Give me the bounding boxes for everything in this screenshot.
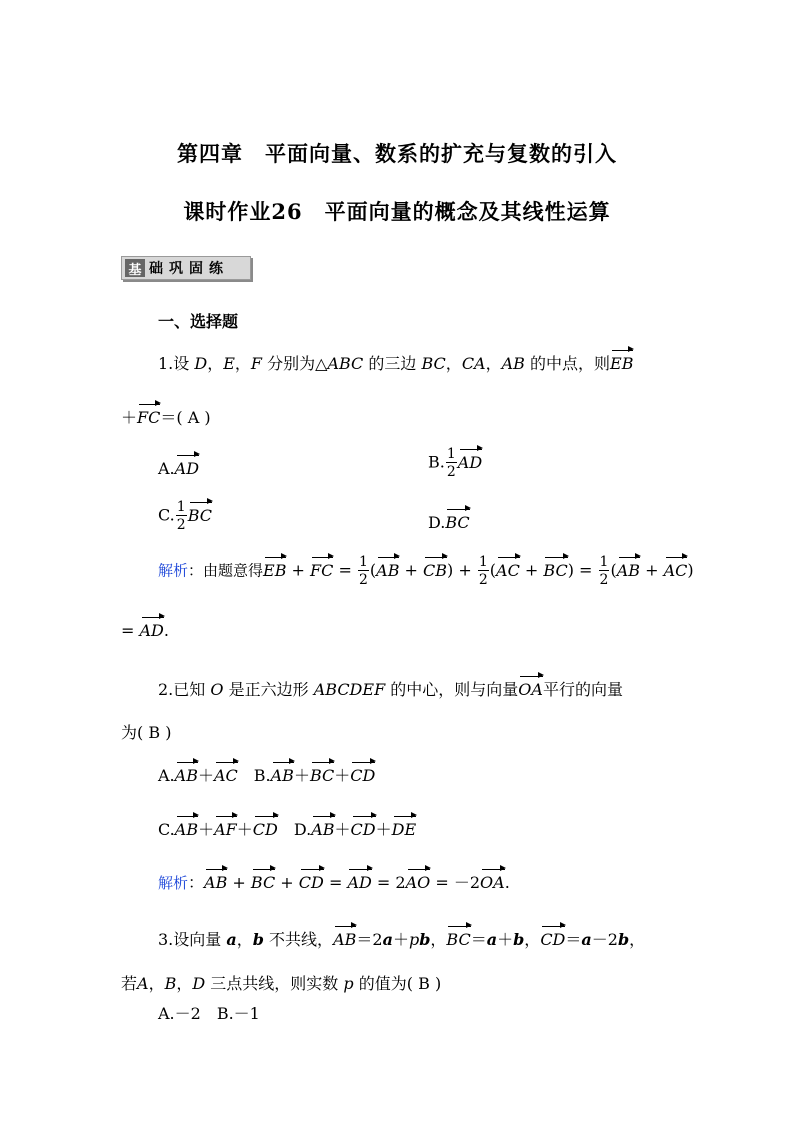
- question-2-explanation: 解析：AB + BC + CD = AD = 2AO = －2OA.: [158, 873, 510, 892]
- question-1-answer: ( A ): [176, 408, 211, 427]
- badge-icon: 基: [125, 259, 145, 277]
- question-2-stem-cont: 为( B ): [121, 723, 172, 742]
- question-1-explanation: 解析：由题意得EB + FC = $\frac{1}{2}$ (AB + CB) + $\frac{1}{2}$ (AC + BC) = $\frac{1}{2}$ (AB + AC): [158, 554, 694, 588]
- section-heading: 一、选择题: [158, 312, 239, 331]
- question-2-stem: 2.已知 O 是正六边形 ABCDEF 的中心，则与向量OA平行的向量: [158, 680, 623, 699]
- badge-text: 础巩固练: [149, 261, 229, 277]
- question-1-stem: 1.设 D，E，F 分别为△ABC 的三边 BC，CA，AB 的中点，则EB: [158, 354, 634, 373]
- q2-options-cd: C.AB＋AF＋CD D.AB＋CD＋DE: [158, 820, 417, 839]
- q2-options-ab: A.AB＋AC B.AB＋BC＋CD: [158, 766, 376, 785]
- question-3-stem-cont: 若A，B，D 三点共线，则实数 p 的值为( B ): [121, 974, 442, 993]
- q1-option-c: C. $\frac{1}{2}$ BC: [158, 499, 212, 533]
- q1-option-d: D.BC: [428, 513, 470, 532]
- question-1-explanation-cont: = AD.: [121, 621, 169, 640]
- q3-options: A.－2 B.－1: [158, 1004, 260, 1023]
- lesson-title: 课时作业26 平面向量的概念及其线性运算: [183, 199, 611, 224]
- explanation-label: 解析: [158, 874, 189, 892]
- section-badge: [121, 256, 251, 280]
- question-2-answer: ( B ): [137, 723, 172, 742]
- question-1-stem-cont: ＋FC＝( A ): [121, 408, 211, 427]
- q1-option-a: A.AD: [158, 459, 200, 478]
- explanation-label: 解析: [158, 561, 189, 580]
- question-3-stem: 3.设向量 a，b 不共线，AB＝2a＋pb，BC＝a＋b，CD＝a－2b，: [158, 930, 646, 949]
- q1-option-b: B. $\frac{1}{2}$ AD: [428, 446, 483, 480]
- question-3-answer: ( B ): [406, 974, 442, 993]
- chapter-title: 第四章 平面向量、数系的扩充与复数的引入: [177, 141, 617, 166]
